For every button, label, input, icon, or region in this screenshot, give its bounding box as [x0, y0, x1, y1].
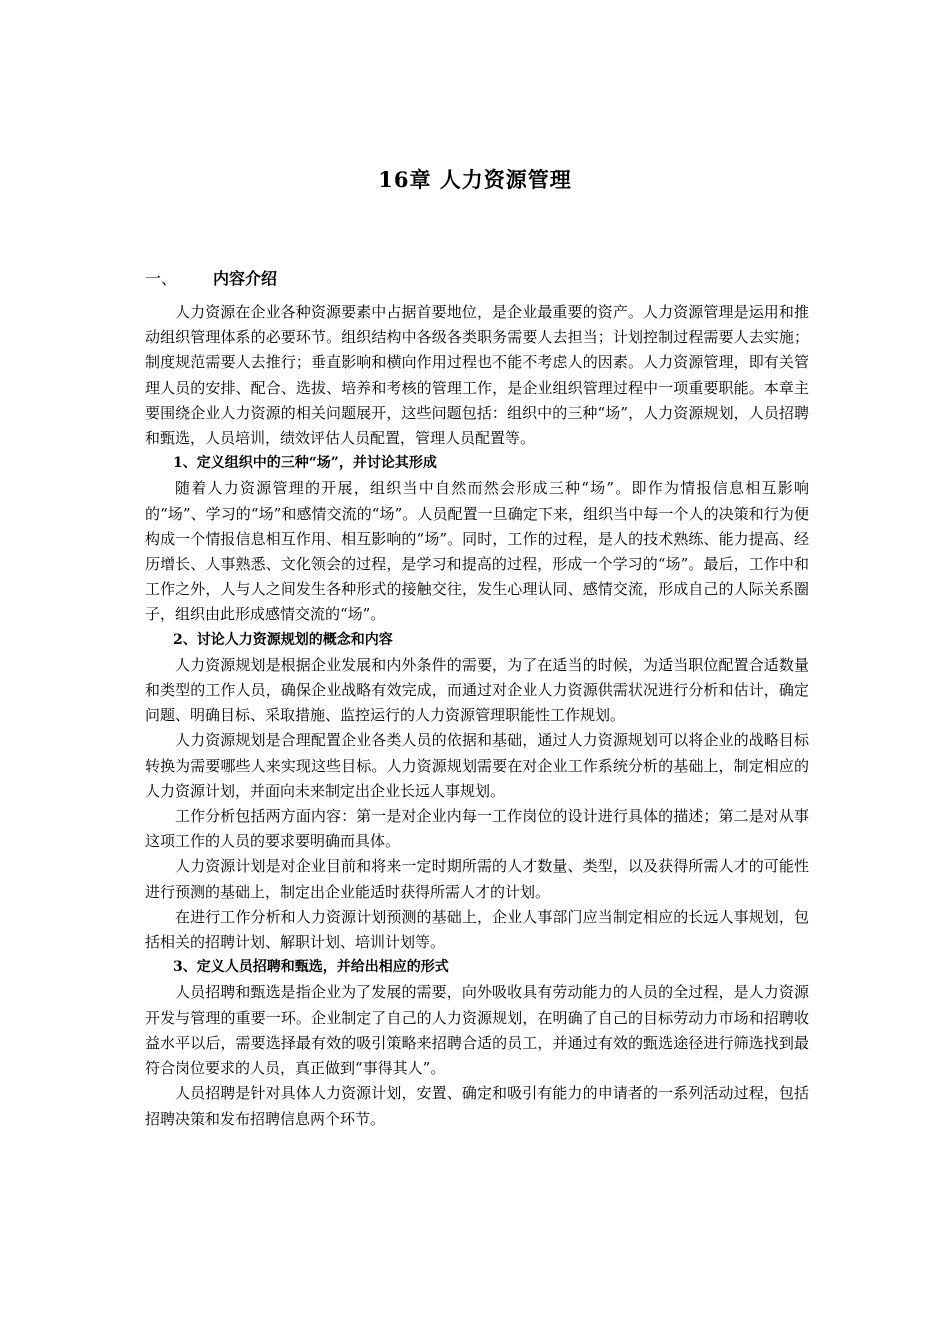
document-body — [145, 300, 809, 1132]
topic-heading-3: 3、定义人员招聘和甄选，并给出相应的形式 — [173, 959, 449, 976]
body-paragraph: 随着人力资源管理的开展，组织当中自然而然会形成三种“场”。即作为情报信息相互影响的“场”、学习的“场”和感情交流的“场”。人员配置一旦确定下来，组织当中每一个人的决策和行为便构成一个情报信息相互作用、相互影响的“场”。同时，工作的过程，是人的技术熟练、能力提高、经历增长、人事熟悉、文化领会的过程，是学习和提高的过程，形成一个学习的“场”。最后，工作中和工作之外，人与人之间发生各种形式的接触交往，发生心理认同、感情交流，形成自己的人际关系圈子，组织由此形成感情交流的“场”。 — [145, 479, 809, 624]
body-paragraph: 人力资源规划是根据企业发展和内外条件的需要，为了在适当的时候，为适当职位配置合适数量和类型的工作人员，确保企业战略有效完成，而通过对企业人力资源供需状况进行分析和估计，确定问题、明确目标、采取措施、监控运行的人力资源管理职能性工作规划。 — [145, 655, 809, 725]
topic-heading-2: 2、讨论人力资源规划的概念和内容 — [173, 631, 393, 648]
body-paragraph: 人力资源计划是对企业目前和将来一定时期所需的人才数量、类型，以及获得所需人才的可能性进行预测的基础上，制定出企业能适时获得所需人才的计划。 — [145, 857, 809, 901]
body-paragraph: 人力资源规划是合理配置企业各类人员的依据和基础，通过人力资源规划可以将企业的战略目标转换为需要哪些人来实现这些目标。人力资源规划需要在对企业工作系统分析的基础上，制定相应的人力资源计划，并面向未来制定出企业长远人事规划。 — [145, 731, 809, 800]
section-heading — [145, 266, 277, 289]
section-title: 内容介绍 — [213, 269, 278, 288]
body-paragraph: 人员招聘和甄选是指企业为了发展的需要，向外吸收具有劳动能力的人员的全过程，是人力资源开发与管理的重要一环。企业制定了自己的人力资源规划，在明确了自己的目标劳动力市场和招聘收益水平以后，需要选择最有效的吸引策略来招聘合适的员工，并通过有效的甄选途径进行筛选找到最符合岗位要求的人员，真正做到“事得其人”。 — [145, 983, 809, 1078]
body-paragraph: 人员招聘是针对具体人力资源计划，安置、确定和吸引有能力的申请者的一系列活动过程，包括招聘决策和发布招聘信息两个环节。 — [145, 1084, 809, 1128]
section-number: 一、 — [145, 269, 178, 288]
body-paragraph: 工作分析包括两方面内容：第一是对企业内每一工作岗位的设计进行具体的描述；第二是对从事这项工作的人员的要求要明确而具体。 — [145, 807, 809, 851]
body-paragraph: 在进行工作分析和人力资源计划预测的基础上，企业人事部门应当制定相应的长远人事规划，包括相关的招聘计划、解职计划、培训计划等。 — [145, 907, 809, 952]
chapter-title: 16章 人力资源管理 — [378, 167, 572, 192]
intro-paragraph: 人力资源在企业各种资源要素中占据首要地位，是企业最重要的资产。人力资源管理是运用和推动组织管理体系的必要环节。组织结构中各级各类职务需要人去担当；计划控制过程需要人去实施；制度规范需要人去推行；垂直影响和横向作用过程也不能不考虑人的因素。人力资源管理，即有关管理人员的安排、配合、选拔、培养和考核的管理工作，是企业组织管理过程中一项重要职能。本章主要围绕企业人力资源的相关问题展开，这些问题包括：组织中的三种“场”，人力资源规划，人员招聘和甄选，人员培训，绩效评估人员配置，管理人员配置等。 — [145, 303, 809, 448]
topic-heading-1: 1、定义组织中的三种“场”，并讨论其形成 — [173, 455, 437, 472]
